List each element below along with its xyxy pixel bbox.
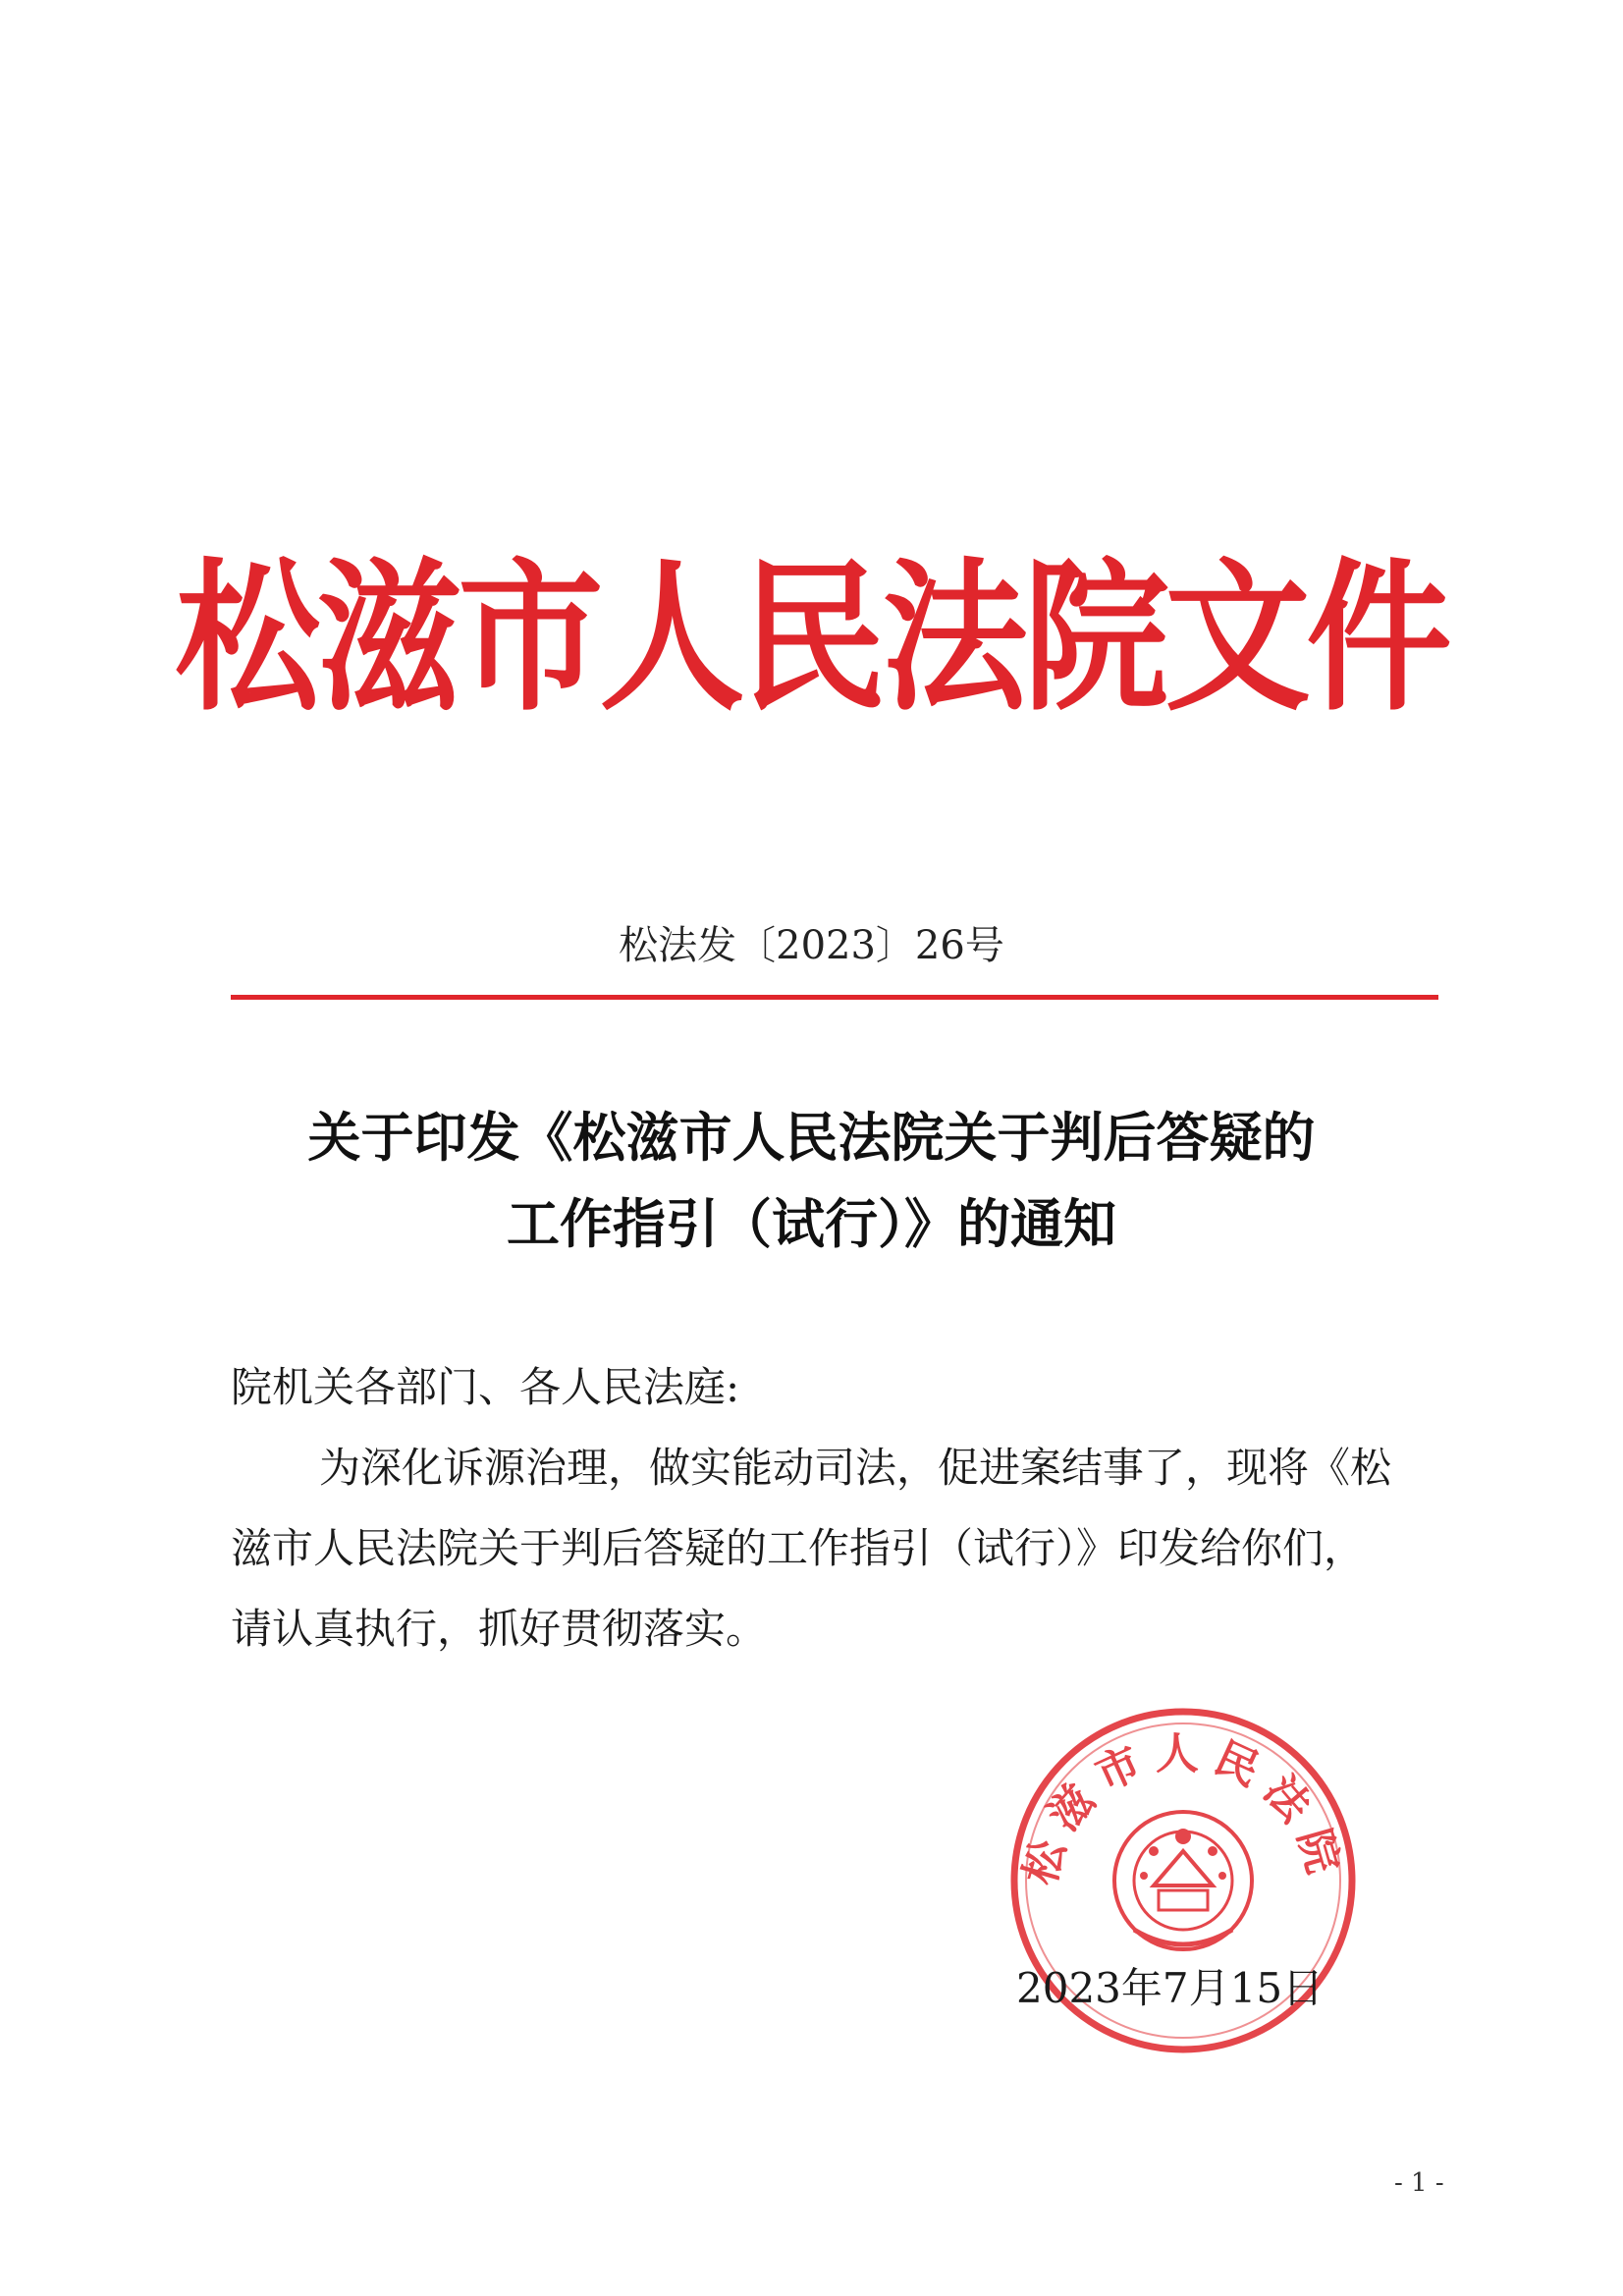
- notice-title-line-1: 关于印发《松滋市人民法院关于判后答疑的: [307, 1107, 1316, 1169]
- page-number: - 1 -: [1394, 2168, 1444, 2198]
- issue-date: 2023年7月15日: [1016, 1964, 1325, 2012]
- body-paragraph-line-3: 请认真执行，抓好贯彻落实。: [231, 1605, 768, 1653]
- notice-title: [0, 1095, 1623, 1268]
- issuer-title: 松滋市人民法院文件: [175, 543, 1448, 734]
- national-emblem-icon: [1114, 1812, 1252, 1949]
- red-divider-line: [231, 995, 1438, 1000]
- salutation: 院机关各部门、各人民法庭:: [231, 1363, 740, 1411]
- seal-text: 松滋市人民法院: [1014, 1728, 1352, 1890]
- body-paragraph-line-1: 为深化诉源治理，做实能动司法，促进案结事了，现将《松: [319, 1444, 1392, 1492]
- notice-title-line-2: 工作指引（试行）》的通知: [507, 1193, 1116, 1255]
- body-paragraph-line-2: 滋市人民法院关于判后答疑的工作指引（试行）》印发给你们，: [231, 1524, 1366, 1572]
- document-number: 松法发〔2023〕26号: [619, 923, 1004, 968]
- svg-text:松滋市人民法院: [1015, 1728, 1351, 1889]
